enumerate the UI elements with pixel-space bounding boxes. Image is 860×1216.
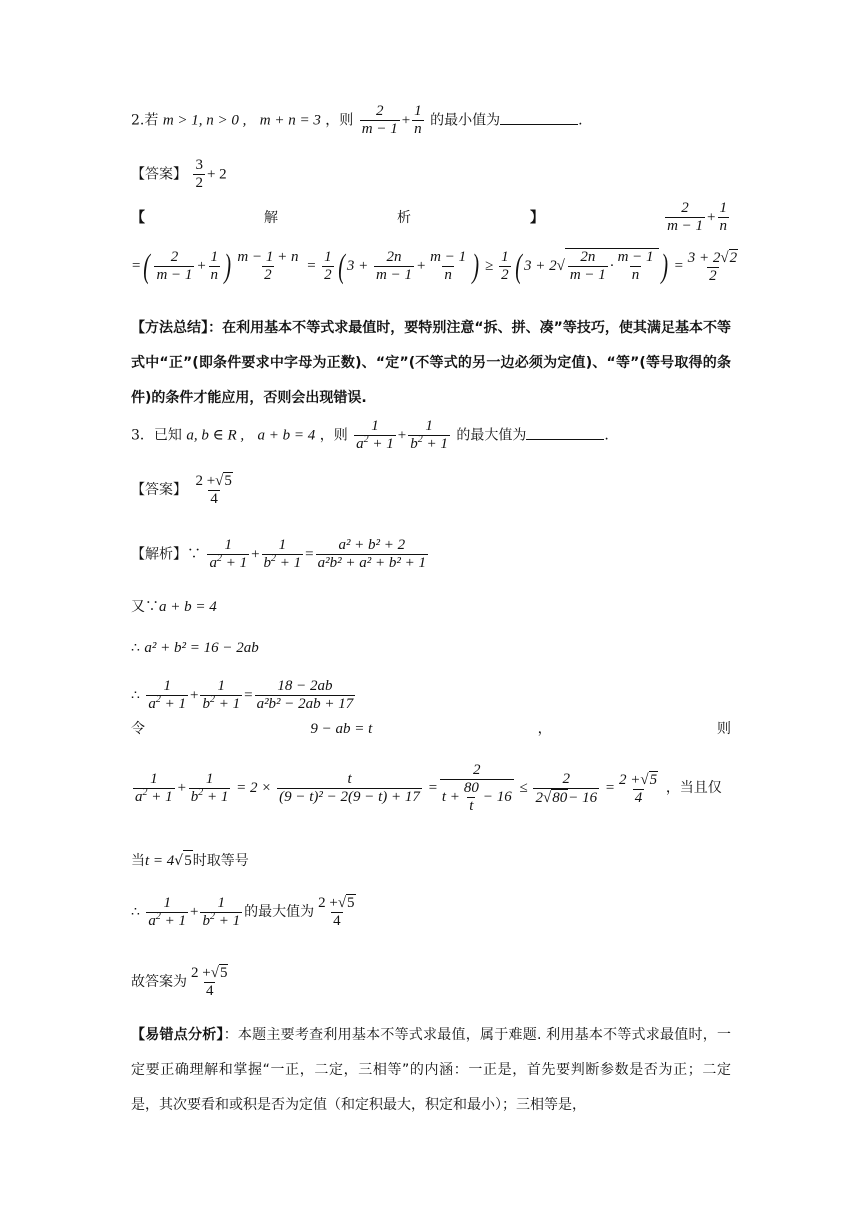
q3-condition-1: a, b ∈ R , [186,427,245,444]
question-2: 2.若 m > 1, n > 0 , m + n = 3 ，则 $\frac{2}{m - 1}$ + $\frac{1}{n}$ 的最小值为 . [131,103,583,137]
q3-prefix: 3．已知 [131,427,182,444]
solution-2-header: 【 解 析 】 $\frac{2}{m - 1}$ + $\frac{1}{n}$ [131,200,727,234]
answer-3-label: 【答案】 [131,482,187,498]
q3-condition-2: a + b = 4 [257,427,316,444]
solution-3-line-1: 【解析】∵ $\frac{1}{a^2 + 1}$ + $\frac{1}{b^2 + 1}$ = $\frac{\text{a² + b² + 2}}{\text{a²b² + a² + b² + 1}}$ [131,537,426,571]
method-summary [131,311,731,416]
a2-fraction: $\frac{3}{2}$ [195,157,203,191]
answer-2: 【答案】 $\frac{3}{2}$ + 2 [131,157,227,191]
method-summary-label: 【方法总结】 [131,320,209,336]
solution-3-equality-condition: 当t = 4√5时取等号 [131,850,249,871]
error-analysis-label: 【易错点分析】 [131,1027,224,1043]
answer-3: 【答案】 $\frac{2 +√5}{4}$ [131,473,232,507]
solution-3-let-line: 令 9 − ab = t ， 则 [131,721,731,737]
solution-3-line-3: ∴ a² + b² = 16 − 2ab [131,640,259,656]
solution-3-line-2: 又∵a + b = 4 [131,599,217,615]
solution-2-derivation: =( $\frac{2}{m - 1}$ + $\frac{1}{n}$ ) $\frac{m - 1 + n}{2}$ = $\frac{1}{2}$ ( 3 + $\frac{2n}{m - 1}$ + $\frac{m - 1}{n}$ ) ≥ $\frac{1}{2}$ ( 3 + 2√ $\frac{2n}{m - 1}$ · $\frac{m - 1}{n}$ ) = $\frac{3 + 2√2}{2}$ [131,247,738,285]
answer-blank [500,112,578,125]
q2-fraction-1: $\frac{2}{m - 1}$ [361,103,398,137]
q2-then: ，则 [325,112,354,129]
solution-3-chain: $\frac{1}{a^2 + 1}$ + $\frac{1}{b^2 + 1}$ = 2 × $\frac{t}{\text{(9 − t)² − 2(9 − t) + 17}}$ = 2 t + $\frac{80}{t}$ − 16 ≤ $\frac{2}{2√80- 16}$ = $\frac{2 +√5}{4}$ ，当且仅 [135,762,722,814]
q2-fraction-2: $\frac{1}{n}$ [414,103,422,137]
answer-blank-3 [526,427,604,440]
q2-prefix: 2.若 [131,112,159,129]
method-summary-text: ：在利用基本不等式求最值时，要特别注意“拆、拼、凑”等技巧，使其满足基本不等式中“正”(即条件要求中字母为正数)、“定”(不等式的另一边必须为定值)、“等”(等号取得的条件)的条件才能应用，否则会出现错误. [131,320,732,406]
answer-label: 【答案】 [131,166,187,183]
q2-condition-1: m > 1, n > 0 , [162,112,247,129]
error-analysis [131,1018,731,1123]
error-analysis-text: ：本题主要考查利用基本不等式求最值，属于难题. 利用基本不等式求最值时，一定要正确理解和掌握“一正，二定，三相等”的内涵：一正是，首先要判断参数是否为正；二定是，其次要看和或积是否为定值（和定积最大，积定和最小）；三相等是， [131,1027,731,1113]
question-3: 3．已知 a, b ∈ R , a + b = 4 ，则 $\frac{1}{a^2 + 1}$ + $\frac{1}{b^2 + 1}$ 的最大值为 . [131,418,609,452]
solution-3-label: 【解析】 [131,546,187,563]
solution-3-line-4: ∴ $\frac{1}{a^2 + 1}$ + $\frac{1}{b^2 + 1}$ = $\frac{18 - 2ab}{\text{a²b² − 2ab + 17}}$ [131,678,354,712]
q2-ask: 的最小值为 [430,112,501,129]
q2-condition-2: m + n = 3 [259,112,321,129]
solution-3-max: ∴ $\frac{1}{a^2 + 1}$ + $\frac{1}{b^2 + 1}$ 的最大值为 $\frac{2 +√5}{4}$ [131,894,355,929]
solution-3-final: 故答案为 $\frac{2 +√5}{4}$ [131,965,228,999]
